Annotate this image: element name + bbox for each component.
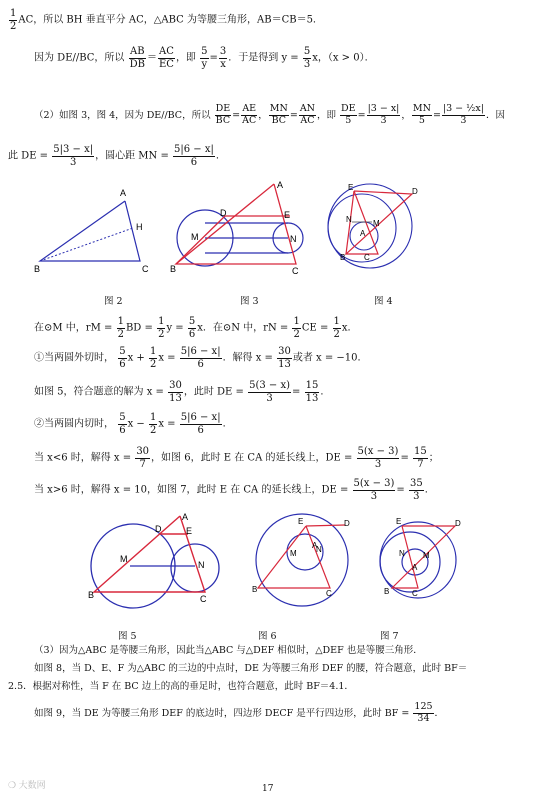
watermark: ❍ 大数网	[8, 780, 46, 790]
fig3-label-d: D	[220, 208, 227, 218]
text-line-8: ②当两圆内切时， $\frac{5}{6}$ x − $\frac{1}{2}$ x = $\frac{5|6 - x|}{6}$ ．	[34, 412, 233, 436]
fig2-label-h: H	[136, 222, 143, 232]
fraction: $\frac{1}{2}$	[10, 8, 17, 32]
figure-3-caption: 图 3	[240, 296, 259, 307]
figure-6-caption: 图 6	[258, 631, 277, 642]
fig3-label-c: C	[292, 266, 299, 276]
fig6-label-c: C	[326, 589, 332, 598]
watermark-icon: ❍	[8, 780, 17, 790]
figure-5-7	[0, 510, 534, 620]
fig3-label-m: M	[191, 232, 199, 242]
text-line-1: $\frac{1}{2}$ AC，所以 BH 垂直平分 AC，△ABC 为等腰三角形，AB＝CB＝5．	[10, 8, 323, 32]
figure-4-caption: 图 4	[374, 296, 393, 307]
fig2-label-b: B	[34, 264, 41, 274]
text-line-13: 2.5．根据对称性，当 F 在 BC 边上的高的垂足时，也符合题意，此时 BF＝4.1．	[8, 681, 354, 692]
fig4-label-d: D	[412, 187, 418, 196]
fig6-circles	[256, 514, 348, 606]
text-line-7: 如图 5，符合题意的解为 x = $\frac{30}{13}$ ，此时 DE = $\frac{5(3 - x)}{3}$ = $\frac{15}{13}$ ．	[34, 380, 331, 404]
fig6-label-e: E	[298, 517, 304, 526]
text-line-11: （3）因为△ABC 是等腰三角形，因此当△ABC 与△DEF 相似时，△DEF 也是等腰三角形．	[34, 645, 423, 656]
fig5-label-n: N	[198, 560, 205, 570]
figure-2-caption: 图 2	[104, 296, 123, 307]
text-line-2: 因为 DE//BC，所以 $\frac{AB}{DB}$ ＝ $\frac{AC}{EC}$ ，即 $\frac{5}{y}$ = $\frac{3}{x}$ ．于是得到 y = $\frac{5}{3}$ x，（x > 0）．	[34, 46, 375, 70]
fig4-label-c: C	[364, 253, 370, 262]
fig5-label-e: E	[186, 526, 193, 536]
fig3-label-a: A	[277, 180, 284, 190]
fig2-label-c: C	[142, 264, 149, 274]
figure-2	[0, 176, 534, 306]
fig4-label-b: B	[340, 253, 346, 262]
figure-5-caption: 图 5	[118, 631, 137, 642]
text-line-5: 在⊙M 中，rM = $\frac{1}{2}$ BD = $\frac{1}{2}$ y = $\frac{5}{6}$ x．在⊙N 中，rN = $\frac{1}{2}$ CE = $\frac{1}{2}$ x．	[34, 316, 358, 340]
fig3-label-e: E	[284, 210, 291, 220]
fig6-label-a: A	[312, 541, 318, 550]
fig5-label-c: C	[200, 594, 207, 604]
text-line-10: 当 x>6 时，解得 x = 10，如图 7，此时 E 在 CA 的延长线上，DE = $\frac{5(x - 3)}{3}$ = $\frac{35}{3}$ ．	[34, 478, 435, 502]
fig4-label-a: A	[360, 229, 366, 238]
fig6-label-n: N	[316, 545, 322, 554]
page-number: 17	[262, 784, 274, 794]
text-line-14: 如图 9，当 DE 为等腰三角形 DEF 的底边时，四边形 DECF 是平行四边形，此时 BF = $\frac{125}{34}$ ．	[34, 701, 445, 724]
fig7-label-d: D	[455, 519, 461, 528]
fig6-label-b: B	[252, 585, 258, 594]
fig5-label-d: D	[155, 524, 162, 534]
fig7-label-m: M	[423, 551, 430, 560]
fig5-label-b: B	[88, 590, 95, 600]
text-line-9: 当 x<6 时，解得 x = $\frac{30}{7}$ ，如图 6，此时 E 在 CA 的延长线上，DE = $\frac{5(x - 3)}{3}$ = $\frac{15}{7}$ ；	[34, 446, 439, 470]
fig3-label-n: N	[290, 234, 297, 244]
fig2-label-a: A	[120, 188, 127, 198]
fig6-label-m: M	[290, 549, 297, 558]
text-line-12: 如图 8，当 D、E、F 为△ABC 的三边的中点时，DE 为等腰三角形 DEF 的腰，符合题意，此时 BF＝	[34, 663, 468, 674]
figure-7-caption: 图 7	[380, 631, 399, 642]
fig7-label-c: C	[412, 589, 418, 598]
fig5-label-a: A	[182, 512, 189, 522]
fig4-label-e: E	[348, 183, 354, 192]
text-line-3: （2）如图 3，图 4，因为 DE//BC，所以 $\frac{DE}{BC}$ = $\frac{AE}{AC}$ ， $\frac{MN}{BC}$ = $\frac{AN}{AC}$ ，即 $\frac{DE}{5}$ = $\frac{|3 - x|}{3}$ ， $\frac{MN}{5}$ = $\frac{\text{|3 − ½x|}}{3}$ ．因	[34, 103, 505, 126]
text-line-4: 此 DE = $\frac{5|3 - x|}{3}$ ，圆心距 MN = $\frac{5|6 - x|}{6}$ ．	[8, 144, 226, 168]
fig4-label-m: M	[373, 219, 380, 228]
fig5-label-m: M	[120, 554, 128, 564]
text-line-6: ①当两圆外切时， $\frac{5}{6}$ x + $\frac{1}{2}$ x = $\frac{5|6 - x|}{6}$ ．解得 x = $\frac{30}{13}$ 或者 x = −10．	[34, 346, 368, 370]
fig7-label-n: N	[399, 549, 405, 558]
fig7-label-b: B	[384, 587, 390, 596]
fig7-label-e: E	[396, 517, 402, 526]
fig3-triangle	[176, 184, 296, 264]
fig2-triangle	[40, 201, 140, 261]
fig7-label-a: A	[412, 563, 418, 572]
fig4-label-n: N	[346, 215, 352, 224]
fig6-label-d: D	[344, 519, 350, 528]
fig3-label-b: B	[170, 264, 177, 274]
